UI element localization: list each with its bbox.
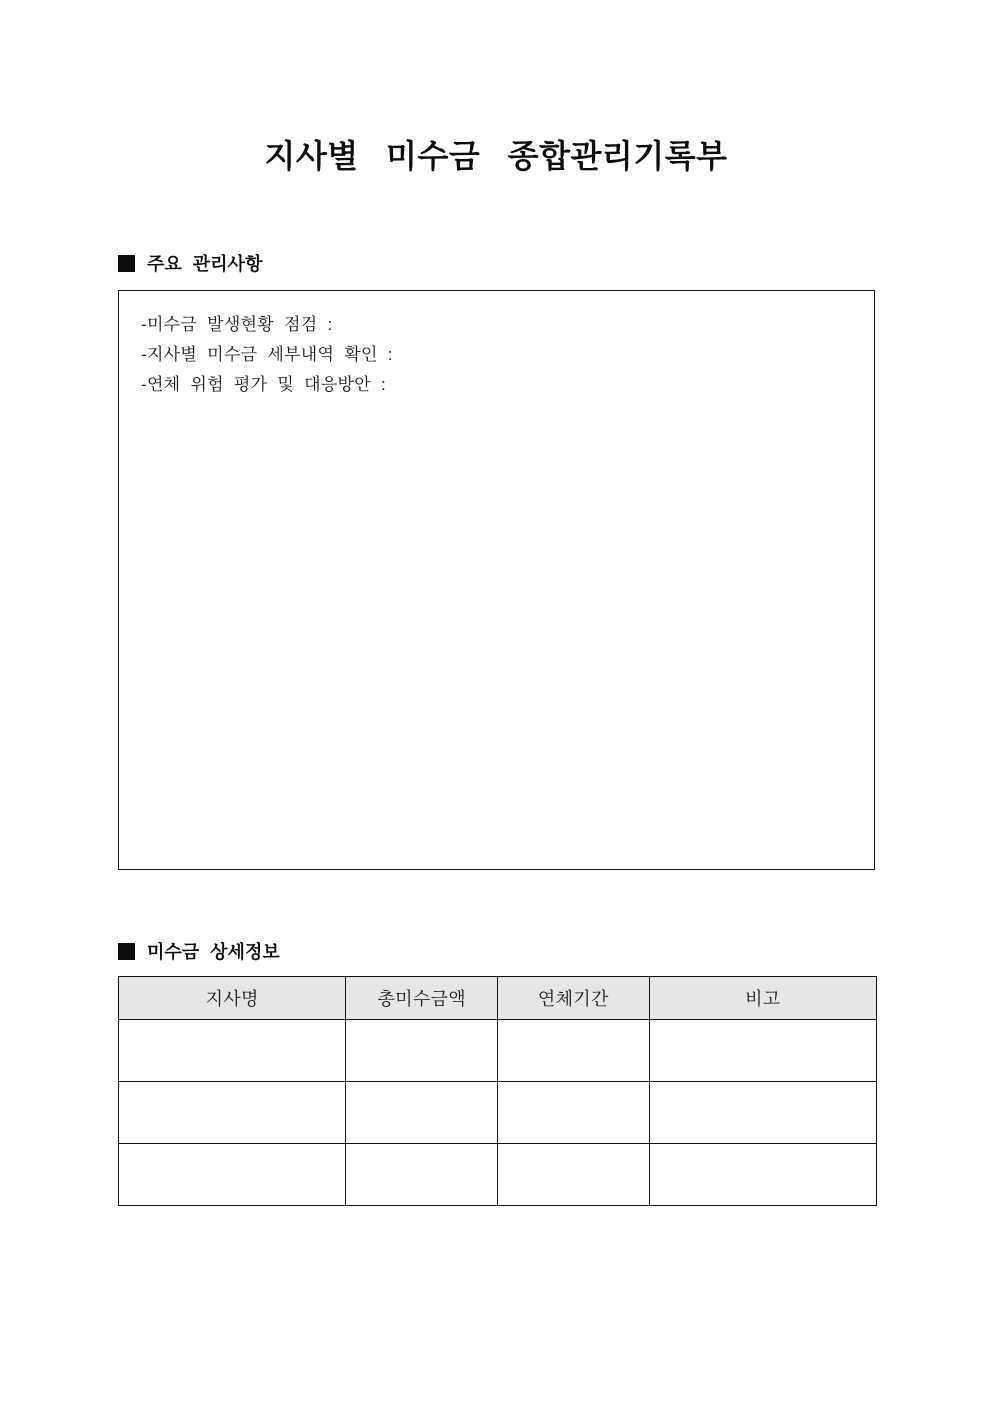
note-line-overdue-risk: -연체 위험 평가 및 대응방안 :: [141, 375, 387, 394]
column-header-branch-name: 지사명: [119, 977, 346, 1020]
table-cell[interactable]: [119, 1020, 346, 1082]
table-cell[interactable]: [346, 1082, 498, 1144]
table-cell[interactable]: [119, 1144, 346, 1206]
table-cell[interactable]: [497, 1020, 649, 1082]
table-cell[interactable]: [346, 1144, 498, 1206]
section-heading-management: [118, 250, 262, 276]
table-cell[interactable]: [649, 1144, 876, 1206]
square-bullet-icon: [118, 255, 135, 272]
square-bullet-icon: [118, 943, 135, 960]
column-header-total-receivable: 총미수금액: [346, 977, 498, 1020]
table-cell[interactable]: [649, 1020, 876, 1082]
table-cell[interactable]: [649, 1082, 876, 1144]
table-row: [119, 1082, 877, 1144]
section-heading-details: [118, 938, 280, 964]
table-row: [119, 1020, 877, 1082]
table-cell[interactable]: [119, 1082, 346, 1144]
section-heading-label: 미수금 상세정보: [147, 942, 280, 962]
table-header-row: [119, 977, 877, 1020]
note-line-branch-detail-check: -지사별 미수금 세부내역 확인 :: [141, 345, 393, 364]
table-cell[interactable]: [497, 1082, 649, 1144]
section-heading-label: 주요 관리사항: [147, 254, 263, 274]
table-cell[interactable]: [497, 1144, 649, 1206]
column-header-overdue-period: 연체기간: [497, 977, 649, 1020]
note-line-receivables-status: -미수금 발생현황 점검 :: [141, 315, 333, 334]
table-row: [119, 1144, 877, 1206]
table-cell[interactable]: [346, 1020, 498, 1082]
column-header-remarks: 비고: [649, 977, 876, 1020]
receivables-detail-table: [118, 976, 877, 1206]
page-title: 지사별 미수금 종합관리기록부: [264, 138, 728, 174]
management-notes-box[interactable]: [118, 290, 875, 870]
